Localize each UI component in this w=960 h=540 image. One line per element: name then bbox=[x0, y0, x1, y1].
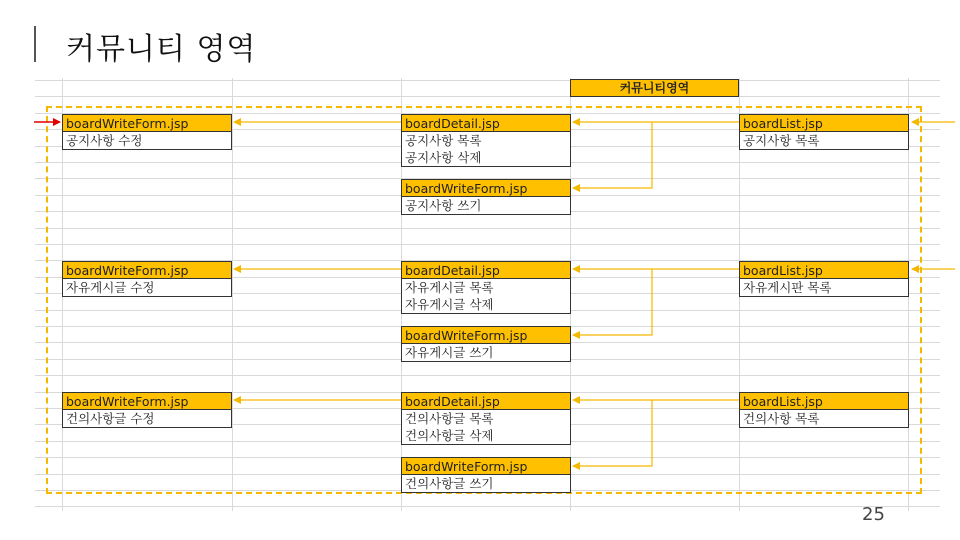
box-line: 건의사항 목록 bbox=[743, 411, 820, 426]
box-line: 공지사항 수정 bbox=[66, 133, 143, 148]
page-title: 커뮤니티 영역 bbox=[66, 32, 257, 67]
box-line: 자유게시글 쓰기 bbox=[405, 345, 494, 360]
region-title: 커뮤니티영역 bbox=[570, 79, 739, 97]
file-name: boardList.jsp bbox=[740, 115, 908, 132]
box-line: 건의사항글 쓰기 bbox=[405, 476, 494, 491]
file-name: boardDetail.jsp bbox=[402, 262, 570, 279]
file-name: boardWriteForm.jsp bbox=[402, 458, 570, 475]
box-line: 공지사항 삭제 bbox=[405, 150, 482, 165]
file-name: boardDetail.jsp bbox=[402, 115, 570, 132]
box-line: 자유게시글 삭제 bbox=[405, 297, 494, 312]
box-line: 공지사항 목록 bbox=[743, 133, 820, 148]
box-line: 건의사항글 삭제 bbox=[405, 428, 494, 443]
box-line: 자유게시글 목록 bbox=[405, 280, 494, 295]
box-line: 자유게시글 수정 bbox=[66, 280, 155, 295]
file-name: boardList.jsp bbox=[740, 393, 908, 410]
file-name: boardList.jsp bbox=[740, 262, 908, 279]
file-name: boardDetail.jsp bbox=[402, 393, 570, 410]
file-name: boardWriteForm.jsp bbox=[402, 327, 570, 344]
arrow-list-to-write-2 bbox=[573, 269, 652, 335]
arrow-list-to-write-3 bbox=[573, 400, 652, 466]
box-line: 건의사항글 수정 bbox=[66, 411, 155, 426]
file-name: boardWriteForm.jsp bbox=[63, 393, 231, 410]
box-line: 자유게시판 목록 bbox=[743, 280, 832, 295]
file-name: boardWriteForm.jsp bbox=[402, 180, 570, 197]
box-line: 건의사항글 목록 bbox=[405, 411, 494, 426]
arrow-list-to-write-1 bbox=[573, 122, 652, 188]
box-line: 공지사항 쓰기 bbox=[405, 198, 482, 213]
file-name: boardWriteForm.jsp bbox=[63, 115, 231, 132]
file-name: boardWriteForm.jsp bbox=[63, 262, 231, 279]
box-line: 공지사항 목록 bbox=[405, 133, 482, 148]
page-number: 25 bbox=[862, 504, 885, 525]
